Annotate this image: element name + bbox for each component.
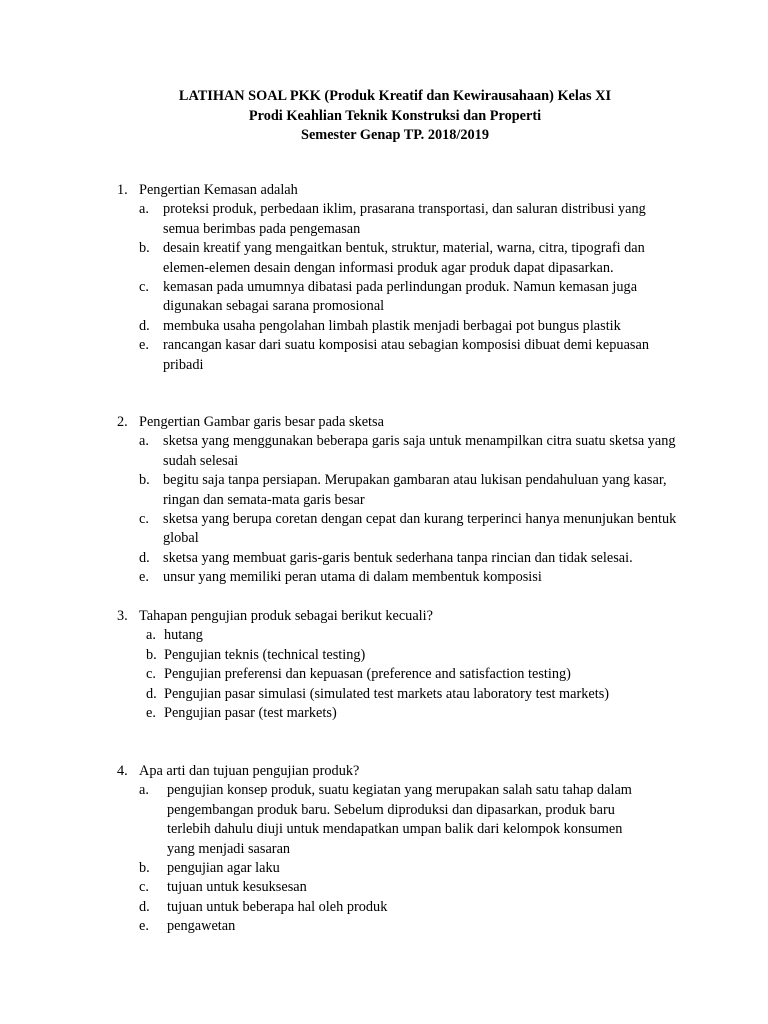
option-text: Pengujian pasar simulasi (simulated test markets atau laboratory test markets) [164, 685, 610, 702]
option-e [117, 704, 697, 723]
question-prompt: Tahapan pengujian produk sebagai berikut kecuali? [139, 608, 433, 624]
option-text: sketsa yang membuat garis-garis bentuk sederhana tanpa rincian dan tidak selesai. [163, 549, 633, 566]
option-text: proteksi produk, perbedaan iklim, prasarana transportasi, dan saluran distribusi yang semua berimbas pada pengemasan [163, 201, 646, 237]
option-letter: d. [139, 898, 150, 915]
option-a [117, 626, 697, 645]
question-text [117, 762, 697, 781]
option-a [117, 781, 697, 859]
question-text [117, 607, 697, 626]
question-number: 1. [117, 182, 128, 198]
option-e [117, 917, 697, 936]
option-letter: a. [139, 433, 149, 450]
question-2 [117, 413, 697, 588]
option-text: unsur yang memiliki peran utama di dalam membentuk komposisi [163, 569, 542, 586]
option-letter: e. [139, 337, 149, 354]
option-b [117, 239, 697, 278]
option-text: hutang [164, 627, 203, 644]
option-b [117, 471, 697, 510]
option-letter: b. [139, 472, 150, 489]
option-letter: a. [146, 627, 156, 644]
header-semester: Semester Genap TP. 2018/2019 [301, 127, 489, 143]
option-b [117, 859, 697, 878]
option-text: kemasan pada umumnya dibatasi pada perlindungan produk. Namun kemasan juga digunakan sebagai sarana promosional [163, 279, 638, 315]
option-e [117, 568, 697, 587]
option-a [117, 200, 697, 239]
option-letter: a. [139, 782, 149, 799]
option-text: Pengujian preferensi dan kepuasan (preference and satisfaction testing) [164, 666, 571, 683]
option-letter: e. [139, 569, 149, 586]
option-text: desain kreatif yang mengaitkan bentuk, struktur, material, warna, citra, tipografi dan elemen-elemen desain dengan informasi produk agar produk dapat dipasarkan. [163, 240, 645, 276]
question-number: 3. [117, 608, 128, 624]
question-text [117, 181, 697, 200]
question-number: 4. [117, 763, 128, 779]
option-c [117, 878, 697, 897]
option-text: pengujian konsep produk, suatu kegiatan yang merupakan salah satu tahap dalam pengembangan produk baru. Sebelum diproduksi dan dipasarkan, produk baru terlebih dahulu diuji untuk mendapatkan umpan balik dari kelompok konsumen yang menjadi sasaran [167, 782, 632, 857]
option-d [117, 317, 697, 336]
option-letter: b. [146, 646, 157, 663]
option-c [117, 278, 697, 317]
option-text: tujuan untuk beberapa hal oleh produk [167, 898, 388, 915]
option-letter: b. [139, 860, 150, 877]
option-letter: d. [146, 685, 157, 702]
option-b [117, 646, 697, 665]
option-letter: c. [139, 879, 149, 896]
question-number: 2. [117, 414, 128, 430]
option-text: begitu saja tanpa persiapan. Merupakan gambaran atau lukisan pendahuluan yang kasar, ringan dan semata-mata garis besar [163, 472, 667, 508]
header-subtitle: Prodi Keahlian Teknik Konstruksi dan Properti [248, 107, 542, 124]
option-c [117, 665, 697, 684]
option-text: sketsa yang menggunakan beberapa garis saja untuk menampilkan citra suatu sketsa yang sudah selesai [163, 433, 676, 469]
option-letter: e. [139, 918, 149, 935]
question-text [117, 413, 697, 432]
question-prompt: Pengertian Kemasan adalah [139, 182, 298, 198]
option-text: Pengujian pasar (test markets) [164, 705, 337, 722]
option-e [117, 336, 697, 375]
option-d [117, 549, 697, 568]
option-letter: d. [139, 317, 150, 334]
option-letter: c. [139, 511, 149, 528]
question-1 [117, 181, 697, 375]
option-c [117, 510, 697, 549]
question-3 [117, 607, 697, 723]
question-prompt: Apa arti dan tujuan pengujian produk? [139, 763, 360, 779]
option-letter: d. [139, 549, 150, 566]
option-text: sketsa yang berupa coretan dengan cepat dan kurang terperinci hanya menunjukan bentuk global [163, 511, 677, 547]
option-text: pengawetan [167, 918, 236, 935]
option-letter: b. [139, 240, 150, 257]
option-text: Pengujian teknis (technical testing) [164, 646, 366, 663]
question-4 [117, 762, 697, 937]
option-text: rancangan kasar dari suatu komposisi atau sebagian komposisi dibuat demi kepuasan pribadi [163, 337, 649, 373]
option-letter: e. [146, 705, 156, 722]
option-text: membuka usaha pengolahan limbah plastik menjadi berbagai pot bungus plastik [163, 317, 621, 334]
option-text: tujuan untuk kesuksesan [167, 879, 307, 896]
option-a [117, 432, 697, 471]
option-letter: c. [139, 279, 149, 296]
option-text: pengujian agar laku [167, 860, 280, 877]
document-header [0, 87, 768, 146]
option-d [117, 898, 697, 917]
option-letter: c. [146, 666, 156, 683]
option-d [117, 685, 697, 704]
header-title: LATIHAN SOAL PKK (Produk Kreatif dan Kewirausahaan) Kelas XI [178, 88, 612, 104]
question-prompt: Pengertian Gambar garis besar pada sketsa [139, 414, 384, 430]
option-letter: a. [139, 201, 149, 218]
